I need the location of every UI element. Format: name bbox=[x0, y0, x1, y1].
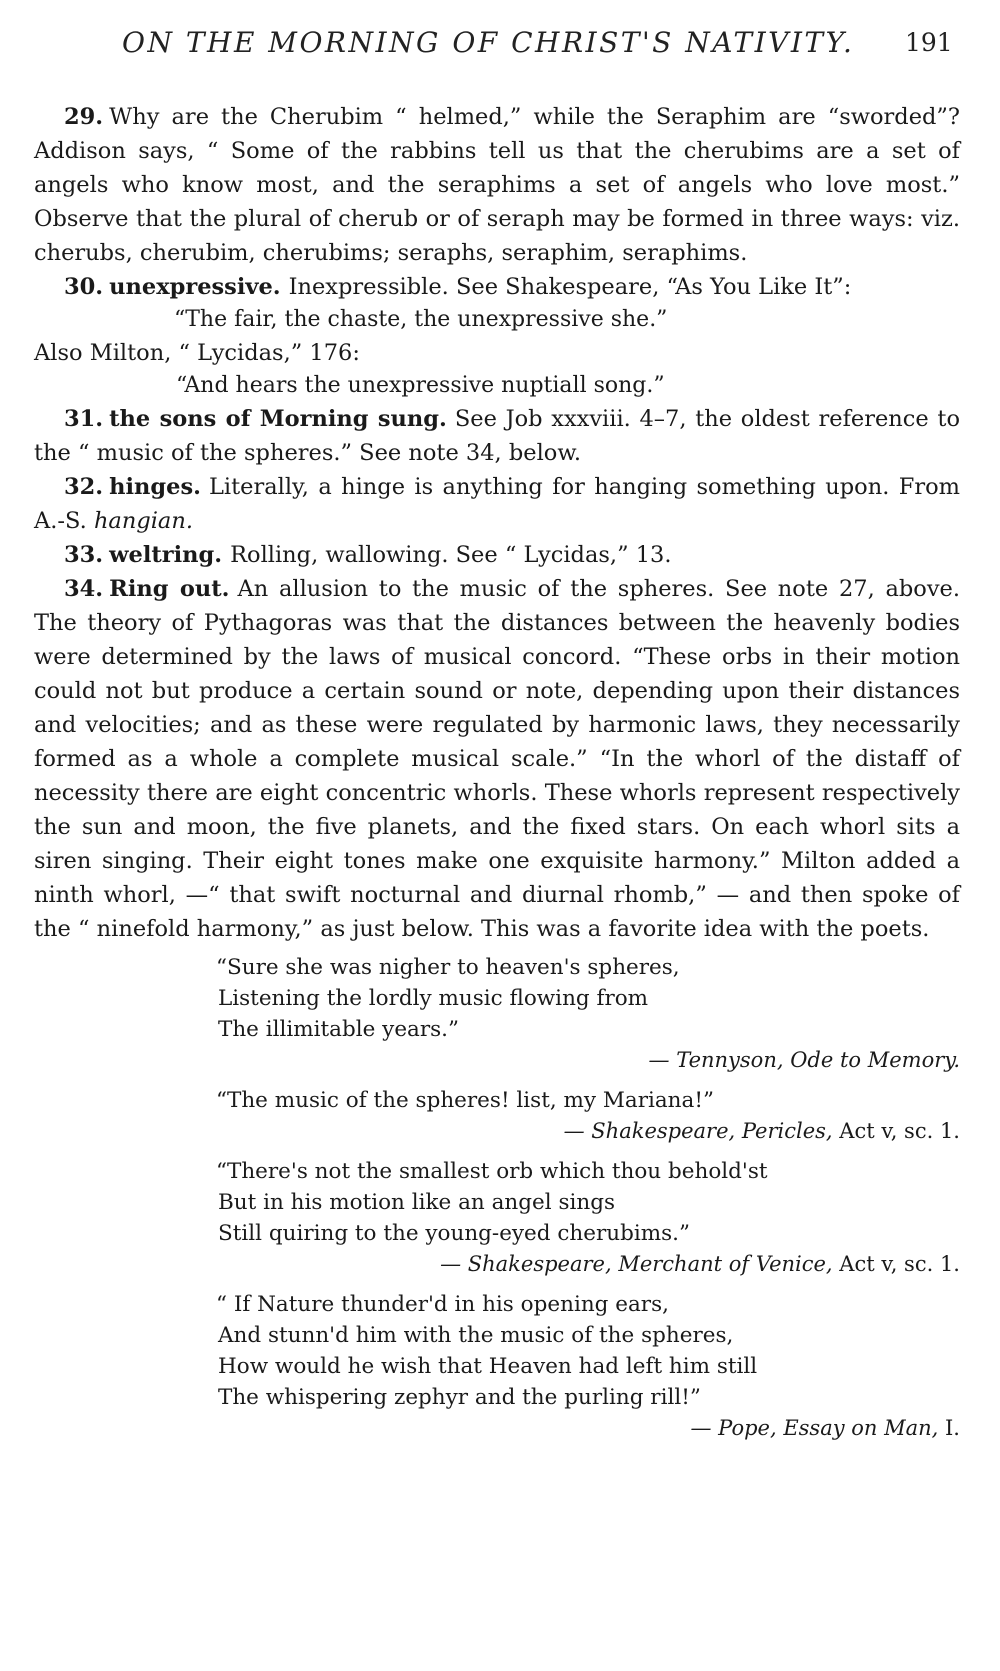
note-30 bbox=[34, 270, 960, 304]
poem-line: And stunn'd him with the music of the spheres, bbox=[218, 1323, 734, 1348]
attribution bbox=[34, 1249, 960, 1279]
note-number: 29. bbox=[64, 104, 104, 130]
note-keyword: the sons of Morning sung. bbox=[109, 406, 447, 432]
note-keyword: Ring out. bbox=[109, 576, 230, 602]
note-text: Why are the Cherubim “ helmed,” while the Seraphim are “sworded”? Addison says, “ Some of the rabbins tell us that the cherubims are a set of angels who know most, and the seraphims a set of angels who love most.” Observe that the plural of cherub or of seraph may be formed in three ways: viz. cherubs, cherubim, cherubims; seraphs, seraphim, seraphims. bbox=[34, 104, 960, 266]
inline-quote: “And hears the unexpressive nuptiall song.” bbox=[176, 373, 665, 398]
note-italic-word: hangian. bbox=[93, 508, 193, 534]
note-number: 31. bbox=[64, 406, 104, 432]
poem-line: “Sure she was nigher to heaven's spheres, bbox=[216, 955, 680, 980]
note-number: 33. bbox=[64, 542, 104, 568]
note-34 bbox=[34, 572, 960, 946]
attribution-location: Act v, sc. 1. bbox=[839, 1119, 960, 1143]
note-text: Literally, a hinge is anything for hanging something upon. From A.-S. bbox=[34, 474, 960, 534]
note-keyword: hinges. bbox=[109, 474, 201, 500]
attribution bbox=[34, 1413, 960, 1443]
note-number: 30. bbox=[64, 274, 104, 300]
poem-line: The whispering zephyr and the purling rill!” bbox=[218, 1385, 701, 1410]
note-text: Rolling, wallowing. See “ Lycidas,” 13. bbox=[230, 542, 672, 568]
note-32 bbox=[34, 470, 960, 538]
note-text: Inexpressible. See Shakespeare, “As You Like It”: bbox=[288, 274, 852, 300]
poem-line: Still quiring to the young-eyed cherubims.” bbox=[218, 1221, 691, 1246]
poem-quote bbox=[216, 1085, 960, 1116]
poem-line: “There's not the smallest orb which thou behold'st bbox=[216, 1159, 768, 1184]
running-title: ON THE MORNING OF CHRIST'S NATIVITY. bbox=[122, 26, 855, 59]
running-head bbox=[0, 20, 1000, 60]
poem-quote bbox=[216, 1289, 960, 1413]
note-keyword: weltring. bbox=[109, 542, 223, 568]
page-body bbox=[34, 100, 960, 1453]
inline-quote: “The fair, the chaste, the unexpressive she.” bbox=[174, 307, 668, 332]
attribution-work: — Pope, Essay on Man, bbox=[690, 1416, 939, 1440]
note-31 bbox=[34, 402, 960, 470]
poem-line: “The music of the spheres! list, my Mariana!” bbox=[216, 1088, 714, 1113]
note-number: 32. bbox=[64, 474, 104, 500]
poem-quote bbox=[216, 952, 960, 1045]
note-29 bbox=[34, 100, 960, 270]
attribution: — Tennyson, Ode to Memory. bbox=[648, 1048, 960, 1072]
note-text: See Job xxxviii. 4–7, the oldest reference to the “ music of the spheres.” See note 34, below. bbox=[34, 406, 960, 466]
note-33 bbox=[34, 538, 960, 572]
note-text: An allusion to the music of the spheres. See note 27, above. The theory of Pythagoras was that the distances between the heavenly bodies were determined by the laws of musical concord. “These orbs in their motion could not but produce a certain sound or note, depending upon their distances and velocities; and as these were regulated by harmonic laws, they necessarily formed as a whole a complete musical scale.” “In the whorl of the distaff of necessity there are eight concentric whorls. These whorls represent respectively the sun and moon, the five planets, and the fixed stars. On each whorl sits a siren singing. Their eight tones make one exquisite harmony.” Milton added a ninth whorl, —“ that swift nocturnal and diurnal rhomb,” — and then spoke of the “ ninefold harmony,” as just below. This was a favorite idea with the poets. bbox=[34, 576, 960, 942]
quotation-block bbox=[34, 952, 960, 1443]
attribution-location: I. bbox=[945, 1416, 960, 1440]
attribution-work: — Shakespeare, Pericles, bbox=[563, 1119, 833, 1143]
poem-line: Listening the lordly music flowing from bbox=[218, 986, 649, 1011]
note-number: 34. bbox=[64, 576, 104, 602]
attribution-location: Act v, sc. 1. bbox=[839, 1252, 960, 1276]
attribution-work: — Shakespeare, Merchant of Venice, bbox=[440, 1252, 833, 1276]
poem-quote bbox=[216, 1156, 960, 1249]
poem-line: “ If Nature thunder'd in his opening ears, bbox=[216, 1292, 669, 1317]
note-keyword: unexpressive. bbox=[109, 274, 281, 300]
poem-line: The illimitable years.” bbox=[218, 1017, 459, 1042]
note-lead-line: Also Milton, “ Lycidas,” 176: bbox=[34, 340, 360, 366]
attribution bbox=[34, 1116, 960, 1146]
poem-line: But in his motion like an angel sings bbox=[218, 1190, 615, 1215]
page-number: 191 bbox=[905, 28, 953, 57]
poem-line: How would he wish that Heaven had left him still bbox=[218, 1354, 758, 1379]
